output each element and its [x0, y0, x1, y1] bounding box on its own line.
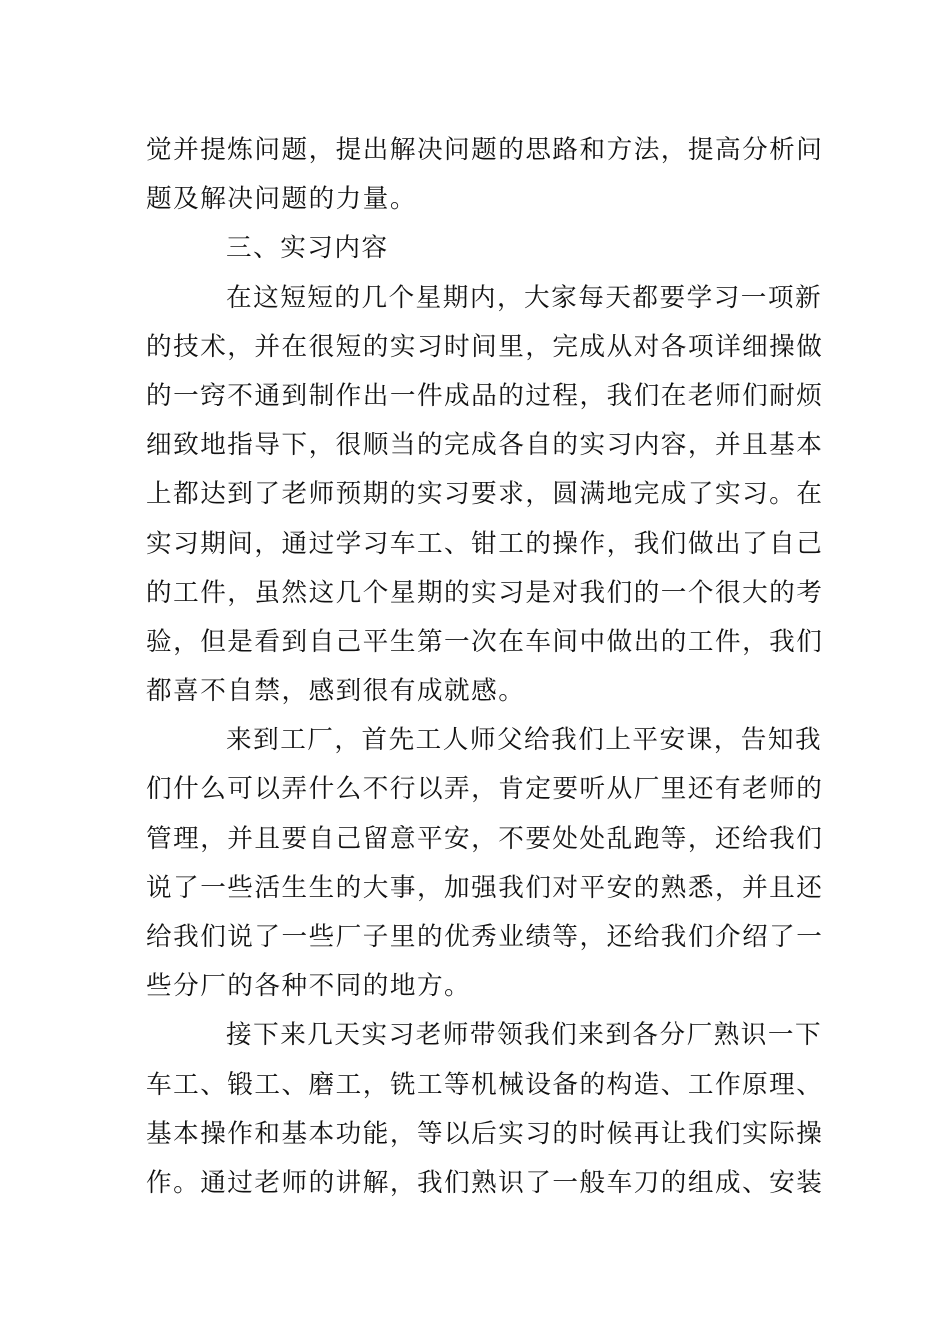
text-line: 来到工厂，首先工人师父给我们上平安课，告知我 [226, 725, 823, 756]
text-line: 的技术，并在很短的实习时间里，完成从对各项详细操做 [146, 331, 824, 362]
text-line: 验，但是看到自己平生第一次在车间中做出的工件，我们 [146, 626, 824, 657]
text-line: 觉并提炼问题，提出解决问题的思路和方法，提高分析问 [146, 135, 824, 165]
text-line: 给我们说了一些厂子里的优秀业绩等，还给我们介绍了一 [146, 922, 824, 952]
text-line: 题及解决问题的力量。 [146, 184, 417, 215]
text-line: 作。通过老师的讲解，我们熟识了一般车刀的组成、安装 [146, 1167, 824, 1198]
text-line: 基本操作和基本功能，等以后实习的时候再让我们实际操 [146, 1118, 824, 1149]
text-line: 些分厂的各种不同的地方。 [146, 971, 472, 1002]
text-line: 三、实习内容 [226, 233, 389, 264]
text-line: 们什么可以弄什么不行以弄，肯定要听从厂里还有老师的 [146, 774, 824, 805]
text-line: 实习期间，通过学习车工、钳工的操作，我们做出了自己 [146, 528, 824, 559]
text-line: 都喜不自禁，感到很有成就感。 [146, 676, 526, 707]
body-text [146, 126, 824, 1208]
text-line: 上都达到了老师预期的实习要求，圆满地完成了实习。在 [146, 479, 824, 510]
text-line: 车工、锻工、磨工，铣工等机械设备的构造、工作原理、 [146, 1069, 824, 1100]
text-line: 在这短短的几个星期内，大家每天都要学习一项新 [226, 282, 823, 313]
text-line: 说了一些活生生的大事，加强我们对平安的熟悉，并且还 [146, 872, 824, 903]
text-line: 的一窍不通到制作出一件成品的过程，我们在老师们耐烦 [146, 380, 824, 411]
text-line: 接下来几天实习老师带领我们来到各分厂熟识一下 [226, 1020, 823, 1051]
text-line: 管理，并且要自己留意平安，不要处处乱跑等，还给我们 [146, 823, 824, 854]
text-line: 的工件，虽然这几个星期的实习是对我们的一个很大的考 [146, 577, 824, 608]
text-line: 细致地指导下，很顺当的完成各自的实习内容，并且基本 [146, 430, 824, 461]
